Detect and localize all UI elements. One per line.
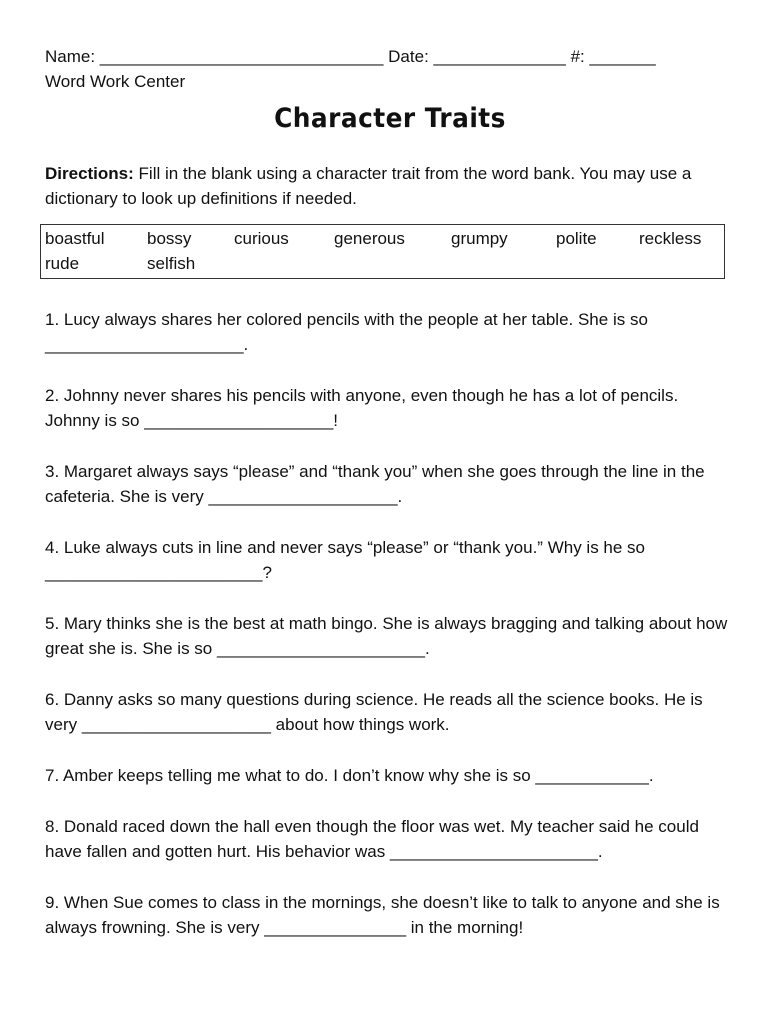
question-3: 3. Margaret always says “please” and “thank you” when she goes through the line in the cafeteria. She is very ____________________. bbox=[45, 462, 705, 506]
question-7: 7. Amber keeps telling me what to do. I don’t know why she is so ____________. bbox=[45, 766, 654, 785]
word-bank-word: generous bbox=[334, 229, 405, 248]
question-9: 9. When Sue comes to class in the mornings, she doesn’t like to talk to anyone and she is always frowning. She is very _______________ in the morning! bbox=[45, 893, 720, 937]
word-bank-row bbox=[45, 226, 724, 251]
worksheet-page bbox=[45, 44, 735, 940]
directions bbox=[45, 161, 735, 211]
word-bank-word: polite bbox=[556, 229, 597, 248]
question-1: 1. Lucy always shares her colored pencils with the people at her table. She is so _____________________. bbox=[45, 310, 648, 354]
question-2: 2. Johnny never shares his pencils with anyone, even though he has a lot of pencils. Johnny is so ____________________! bbox=[45, 386, 679, 430]
directions-text: Fill in the blank using a character trait from the word bank. You may use a dictionary to look up definitions if needed. bbox=[45, 164, 692, 208]
word-bank-word: boastful bbox=[45, 229, 105, 248]
question-8: 8. Donald raced down the hall even though the floor was wet. My teacher said he could have fallen and gotten hurt. His behavior was ______________________. bbox=[45, 817, 699, 861]
page-title: Character Traits bbox=[274, 103, 506, 134]
word-bank-word: reckless bbox=[639, 229, 702, 248]
word-bank-word: curious bbox=[234, 229, 289, 248]
question-6: 6. Danny asks so many questions during science. He reads all the science books. He is very ____________________ about how things work. bbox=[45, 690, 703, 734]
directions-label: Directions: bbox=[45, 164, 134, 183]
center-label: Word Work Center bbox=[45, 72, 186, 91]
question-5: 5. Mary thinks she is the best at math bingo. She is always bragging and talking about how great she is. She is so ______________________. bbox=[45, 614, 728, 658]
name-date-number-line: Name: ______________________________ Date: ______________ #: _______ bbox=[45, 47, 656, 66]
word-bank bbox=[40, 224, 725, 279]
word-bank-word: grumpy bbox=[451, 229, 508, 248]
question-4: 4. Luke always cuts in line and never says “please” or “thank you.” Why is he so _______________________? bbox=[45, 538, 646, 582]
word-bank-word: rude bbox=[45, 254, 80, 273]
word-bank-row bbox=[45, 251, 724, 276]
word-bank-word: selfish bbox=[147, 254, 196, 273]
word-bank-word: bossy bbox=[147, 229, 192, 248]
